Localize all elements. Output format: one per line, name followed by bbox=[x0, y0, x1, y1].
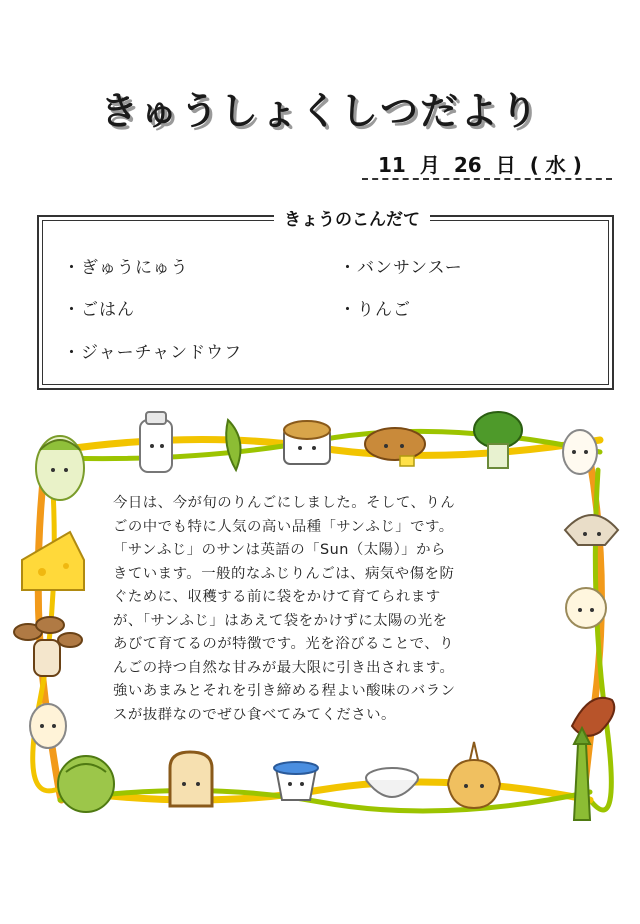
menu-item-rice: ・ごはん bbox=[63, 300, 135, 320]
toast-icon bbox=[170, 752, 212, 806]
yogurt-icon bbox=[274, 762, 318, 800]
message-line: 「サンふじ」のサンは英語の「Sun（太陽）」から bbox=[113, 542, 446, 558]
menu-item-apple: ・りんご bbox=[339, 300, 411, 320]
rice-bowl-icon bbox=[366, 768, 418, 797]
asparagus-icon bbox=[574, 728, 590, 820]
natto-icon bbox=[284, 421, 330, 464]
spinach-icon bbox=[474, 412, 522, 468]
onion-icon bbox=[448, 742, 500, 808]
message-line: が、「サンふじ」はあえて袋をかけずに太陽の光を bbox=[113, 612, 448, 629]
message-body bbox=[113, 492, 533, 727]
message-line: 今日は、今が旬のりんごにしました。そして、りん bbox=[113, 495, 456, 511]
message-line: きています。一般的なふじりんごは、病気や傷を防 bbox=[113, 565, 455, 582]
page-title: きゅうしょくしつだより bbox=[99, 89, 540, 133]
message-line: んごの持つ自然な甘みが最大限に引き出されます。 bbox=[113, 659, 455, 676]
egg-icon bbox=[563, 430, 597, 474]
clam-icon bbox=[565, 515, 618, 545]
cauliflower-icon bbox=[566, 588, 606, 628]
milk-bottle-icon bbox=[140, 412, 172, 472]
message-line: 強いあまみとそれを引き締める程よい酸味のバラン bbox=[113, 683, 456, 699]
date-day-unit: 日 bbox=[495, 153, 516, 177]
cabbage-icon bbox=[36, 436, 84, 500]
butter-icon bbox=[400, 456, 414, 466]
date-day: 26 bbox=[453, 153, 482, 177]
date-month-unit: 月 bbox=[419, 153, 440, 177]
message-line: ごの中でも特に人気の高い品種「サンふじ」です。 bbox=[113, 518, 454, 535]
egg-icon bbox=[30, 704, 66, 748]
mushroom-icon bbox=[14, 617, 82, 676]
message-line: あびて育てるのが特徴です。光を浴びることで、り bbox=[113, 636, 455, 652]
message-line: ぐために、収穫する前に袋をかけて育てられます bbox=[113, 589, 441, 605]
okra-icon bbox=[226, 420, 240, 470]
date-month: 11 bbox=[378, 153, 406, 177]
date-weekday: ( 水 ) bbox=[529, 153, 582, 177]
menu-heading: きょうのこんだて bbox=[274, 205, 430, 230]
bread-icon bbox=[365, 428, 425, 460]
message-line: スが抜群なのでぜひ食べてみてください。 bbox=[113, 706, 396, 723]
brussels-sprout-icon bbox=[58, 756, 114, 812]
menu-item-milk: ・ぎゅうにゅう bbox=[63, 258, 189, 278]
menu-item-tofu: ・ジャーチャンドウフ bbox=[63, 343, 243, 363]
menu-item-salad: ・バンサンスー bbox=[339, 258, 463, 278]
